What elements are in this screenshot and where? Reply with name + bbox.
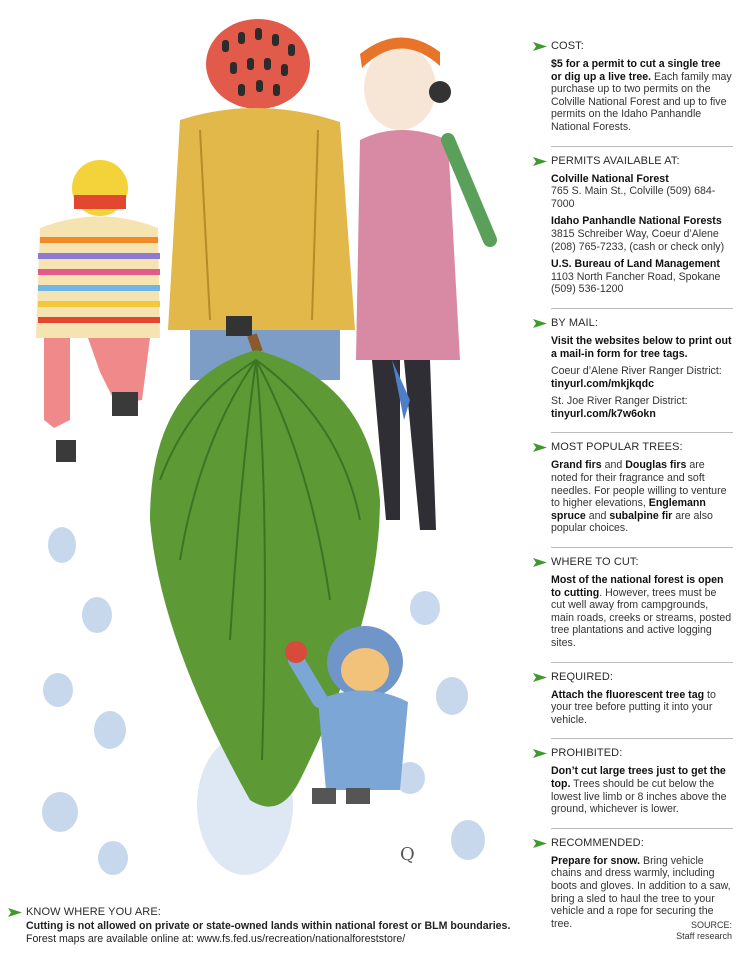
office-idaho-panhandle: Idaho Panhandle National Forests 3815 Schreiber Way, Coeur d’Alene (208) 765-7233, (cash or check only) [551,215,725,253]
arrow-icon [533,443,547,452]
arrow-icon [533,673,547,682]
child-striped-jacket [36,160,160,462]
section-popular-trees [533,441,733,535]
divider [551,146,733,147]
source-credit [676,920,732,942]
divider [551,308,733,309]
section-heading: WHERE TO CUT: [551,556,639,569]
divider [551,738,733,739]
arrow-icon [533,42,547,51]
section-body: Grand firs and Douglas firs are noted for their fragrance and soft needles. For people willing to venture to higher elevations, Englemann spruce and subalpine fir are also popular choices. [551,459,727,535]
adult-yellow-coat [168,19,355,380]
divider [551,547,733,548]
section-by-mail [533,317,733,421]
section-required [533,671,733,727]
arrow-icon [533,749,547,758]
arrow-icon [533,839,547,848]
section-prohibited [533,747,733,815]
section-where-to-cut [533,556,733,650]
section-heading: BY MAIL: [551,316,599,329]
arrow-icon [533,319,547,328]
section-body: Most of the national forest is open to cutting. However, trees must be cut well away from campgrounds, main roads, creeks or streams, posted tree plantations and active logging sites. [551,574,732,649]
section-heading: MOST POPULAR TREES: [551,441,683,454]
divider [551,828,733,829]
section-heading: PERMITS AVAILABLE AT: [551,154,680,167]
footer-bold: Cutting is not allowed on private or state-owned lands within national forest or BLM boundaries. [26,920,511,932]
section-body: Attach the fluorescent tree tag to your tree before putting it into your vehicle. [551,688,716,726]
section-heading: PROHIBITED: [551,747,623,760]
source-label: SOURCE: [690,920,732,930]
section-heading: RECOMMENDED: [551,836,644,849]
link-coeur-dalene[interactable]: tinyurl.com/mkjkqdc [551,377,655,390]
section-heading: KNOW WHERE YOU ARE: [26,906,161,918]
section-permits [533,155,733,296]
section-body: Don’t cut large trees just to get the top. Trees should be cut below the lowest live limb or 8 inches above the ground, whichever is lower. [551,765,727,816]
district-st-joe: St. Joe River Ranger District: [551,395,688,408]
district-coeur-dalene: Coeur d’Alene River Ranger District: [551,365,722,378]
woman-pink-jacket [356,37,490,530]
arrow-icon [533,157,547,166]
divider [551,662,733,663]
footer-know-where [8,906,628,945]
section-body: Prepare for snow. Bring vehicle chains and dress warmly, including boots and gloves. In addition to a saw, bring a sled to haul the tree to your vehicle and a rope for securing the tree. [551,854,731,930]
section-heading: REQUIRED: [551,670,614,683]
footer-text: Forest maps are available online at: www.fs.fed.us/recreation/nationalforeststore/ [26,932,406,945]
arrow-icon [533,558,547,567]
office-blm: U.S. Bureau of Land Management 1103 North Fancher Road, Spokane (509) 536-1200 [551,258,721,296]
section-body: Visit the websites below to print out a mail-in form for tree tags. Coeur d’Alene River Ranger District: tinyurl.com/mkjkqdc St. Joe River Ranger District: tinyurl.com/k7w6okn [551,334,732,420]
section-body [533,173,733,296]
section-body: $5 for a permit to cut a single tree or dig up a live tree. Each family may purchase up to two permits on the Colville National Forest and up to five permits on the Idaho Panhandle National Forests. [551,58,732,133]
artist-signature: Q [400,844,415,865]
source-text: Staff research [676,931,732,941]
divider [551,432,733,433]
info-sidebar [533,40,733,942]
office-colville: Colville National Forest 765 S. Main St., Colville (509) 684-7000 [551,172,716,210]
link-st-joe[interactable]: tinyurl.com/k7w6okn [551,407,656,420]
arrow-icon [8,908,22,917]
section-cost [533,40,733,134]
section-heading: COST: [551,40,584,52]
